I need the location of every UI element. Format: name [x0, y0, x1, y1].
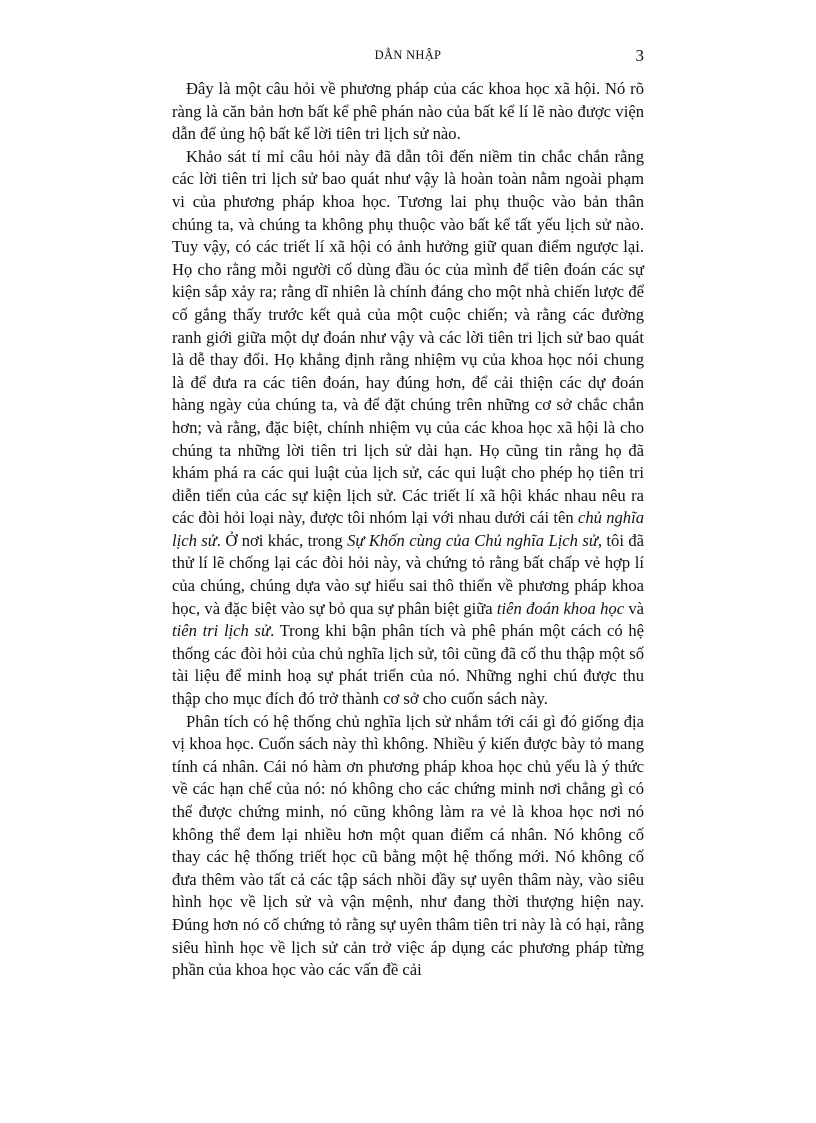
text-run: , tôi đã thử lí lẽ chống lại các đòi hỏi này, và chứng tỏ rằng bất chấp vẻ hợp lí của chúng, chúng dựa vào sự hiểu sai thô thiển về phương pháp khoa học, và đặc biệt vào sự bỏ qua sự phân biệt giữa	[172, 530, 645, 618]
italic-term: chủ nghĩa lịch sử	[172, 508, 644, 550]
running-header	[172, 46, 644, 66]
text-run: Khảo sát tỉ mỉ câu hỏi này đã dẫn tôi đến niềm tin chắc chắn rằng các lời tiên tri lịch sử bao quát như vậy là hoàn toàn nằm ngoài phạm vi của phương pháp khoa học. Tương lai phụ thuộc vào bản thân chúng ta, và chúng ta không phụ thuộc vào bất kể tất yếu lịch sử nào. Tuy vậy, có các triết lí xã hội có ảnh hưởng giữ quan điểm ngược lại. Họ cho rằng mỗi người cố dùng đầu óc của mình để tiên đoán các sự kiện sắp xảy ra; rằng dĩ nhiên là chính đáng cho một nhà chiến lược để cố gắng thấy trước kết quả của một cuộc chiến; và rằng các đường ranh giới giữa một dự đoán như vậy và các lời tiên tri lịch sử bao quát là dễ thay đổi. Họ khẳng định rằng nhiệm vụ của khoa học nói chung là để đưa ra các tiên đoán, hay đúng hơn, để cải thiện các dự đoán hàng ngày của chúng ta, và để đặt chúng trên những cơ sở chắc chắn hơn; và rằng, đặc biệt, chính nhiệm vụ của các khoa học xã hội là cho chúng ta những lời tiên tri lịch sử dài hạn. Họ cũng tin rằng họ đã khám phá ra các qui luật của lịch sử, các qui luật cho phép họ tiên tri diễn tiến của các sự kiện lịch sử. Các triết lí xã hội khác nhau nêu ra các đòi hỏi loại này, được tôi nhóm lại với nhau dưới cái tên	[172, 146, 644, 528]
body-text	[172, 78, 644, 982]
chapter-title: DẪN NHẬP	[374, 48, 442, 62]
paragraph	[172, 711, 644, 982]
paragraph	[172, 78, 644, 146]
italic-term: tiên tri lịch sử	[172, 621, 271, 641]
text-run: . Ở nơi khác, trong	[216, 530, 348, 550]
paragraph	[172, 146, 644, 711]
page-number: 3	[635, 46, 644, 65]
text-run: . Trong khi bận phân tích và phê phán một cách có hệ thống các đòi hỏi của chủ nghĩa lịch sử, tôi cũng đã cố thu thập một số tài liệu để minh hoạ sự phát triển của nó. Những nghi chú được thu thập cho mục đích đó trở thành cơ sở cho cuốn sách này.	[172, 621, 644, 709]
italic-term: Sự Khốn cùng của Chủ nghĩa Lịch sử	[347, 530, 598, 550]
text-run: Đây là một câu hỏi về phương pháp của các khoa học xã hội. Nó rõ ràng là căn bản hơn bất kể phê phán nào của bất kể lí lẽ nào được viện dẫn để ủng hộ bất kể lời tiên tri lịch sử nào.	[172, 79, 644, 144]
italic-term: tiên đoán khoa học	[496, 598, 625, 618]
text-run: và	[624, 598, 645, 618]
text-run: Phân tích có hệ thống chủ nghĩa lịch sử nhắm tới cái gì đó giống địa vị khoa học. Cuốn sách này thì không. Nhiều ý kiến được bày tỏ mang tính cá nhân. Cái nó hàm ơn phương pháp khoa học chủ yếu là ý thức về các hạn chế của nó: nó không cho các chứng minh nơi chẳng gì có thể được chứng minh, nó cũng không làm ra vẻ là khoa học nơi nó không thể đem lại nhiều hơn một quan điểm cá nhân. Nó không cố thay các hệ thống triết học cũ bằng một hệ thống mới. Nó không cố đưa thêm vào tất cả các tập sách nhồi đầy sự uyên thâm này, vào siêu hình học về lịch sử và vận mệnh, như đang thời thượng hiện nay. Đúng hơn nó cố chứng tỏ rằng sự uyên thâm tiên tri này là có hại, rằng siêu hình học về lịch sử cản trở việc áp dụng các phương pháp từng phần của khoa học vào các vấn đề cải	[172, 711, 644, 980]
